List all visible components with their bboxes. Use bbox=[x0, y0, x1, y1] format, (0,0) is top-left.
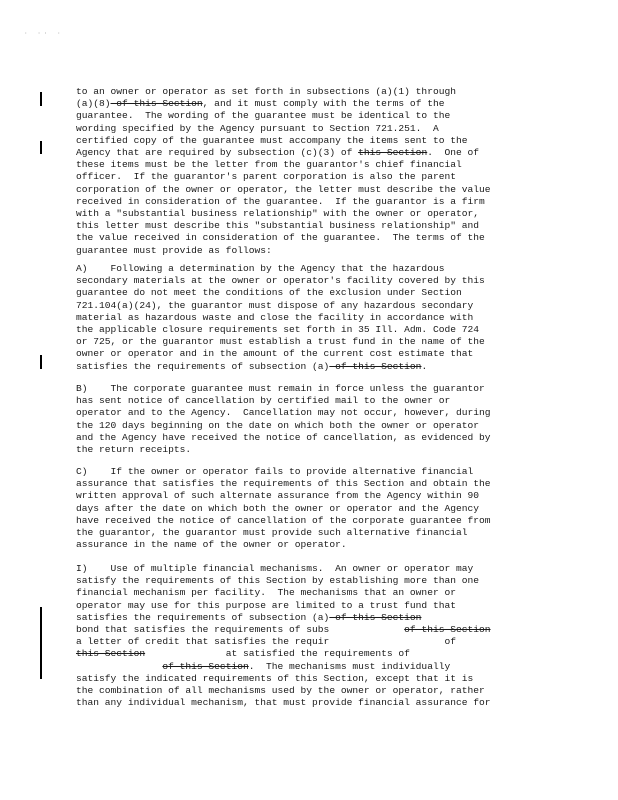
revision-bar bbox=[40, 355, 42, 369]
text-run: . bbox=[421, 360, 428, 372]
para-b-line bbox=[76, 407, 544, 419]
struck-text: of this Section bbox=[329, 360, 422, 372]
para-a-line bbox=[76, 312, 544, 324]
para-c-line bbox=[76, 515, 544, 527]
revision-bar bbox=[40, 92, 42, 106]
text-run: received in consideration of the guarantee. If the guarantor is a firm bbox=[76, 195, 485, 207]
struck-text: this Section bbox=[358, 147, 428, 158]
text-run: corporation of the owner or operator, the letter must describe the value bbox=[76, 183, 491, 195]
para-i-line bbox=[76, 697, 544, 709]
text-run: to an owner or operator as set forth in subsections (a)(1) through bbox=[76, 86, 456, 97]
text-run: written approval of such alternate assurance from the Agency within 90 bbox=[76, 490, 480, 502]
para-a-line bbox=[76, 361, 544, 373]
intro-line bbox=[76, 208, 544, 220]
text-run: assurance that satisfies the requirements of this Section and obtain the bbox=[76, 478, 491, 490]
para-a-line bbox=[76, 336, 544, 348]
para-i-line bbox=[76, 636, 544, 648]
text-run: or 725, or the guarantor must establish a trust fund in the name of the bbox=[76, 336, 485, 348]
text-run: I) Use of multiple financial mechanisms. An owner or operator may bbox=[76, 563, 474, 574]
scan-gap bbox=[329, 636, 444, 647]
text-run: material as hazardous waste and close the facility in accordance with bbox=[76, 311, 474, 323]
text-run: satisfies the requirements of subsection (a) bbox=[76, 360, 330, 372]
para-c-line bbox=[76, 478, 544, 490]
para-b-line bbox=[76, 444, 544, 456]
text-run: financial mechanism per facility. The mechanisms that an owner or bbox=[76, 587, 456, 599]
para-b-line bbox=[76, 432, 544, 444]
text-run: assurance in the name of the owner or operator. bbox=[76, 539, 347, 551]
text-run: C) If the owner or operator fails to provide alternative financial bbox=[76, 466, 474, 477]
text-run: owner or operator and in the amount of the current cost estimate that bbox=[76, 348, 474, 360]
text-run: 721.104(a)(24), the guarantor must dispose of any hazardous secondary bbox=[76, 299, 474, 311]
para-b-line bbox=[76, 420, 544, 432]
para-a-line bbox=[76, 275, 544, 287]
text-run: A) Following a determination by the Agency that the hazardous bbox=[76, 263, 445, 274]
text-run: and the Agency have received the notice of cancellation, as evidenced by bbox=[76, 431, 491, 443]
text-run: have received the notice of cancellation of the corporate guarantee from bbox=[76, 514, 491, 526]
intro-line bbox=[76, 159, 544, 171]
para-i-line bbox=[76, 612, 544, 624]
para-a-line bbox=[76, 263, 544, 275]
text-run: has sent notice of cancellation by certified mail to the owner or bbox=[76, 395, 451, 407]
scan-corner-mark: · ·· · bbox=[24, 30, 64, 37]
text-run: certified copy of the guarantee must accompany the items sent to the bbox=[76, 134, 468, 146]
text-run: the return receipts. bbox=[76, 444, 192, 455]
intro-line bbox=[76, 171, 544, 183]
para-i-line bbox=[76, 673, 544, 685]
text-run: , and it must comply with the terms of the bbox=[202, 98, 445, 110]
para-c-line bbox=[76, 503, 544, 515]
intro-line bbox=[76, 220, 544, 232]
para-a-line bbox=[76, 300, 544, 312]
text-run: wording specified by the Agency pursuant to Section 721.251. A bbox=[76, 122, 439, 134]
intro-line bbox=[76, 123, 544, 135]
intro-line bbox=[76, 135, 544, 147]
para-c-line bbox=[76, 490, 544, 502]
para-i-line bbox=[76, 587, 544, 599]
text-run: officer. If the guarantor's parent corporation is also the parent bbox=[76, 171, 456, 183]
para-i-line bbox=[76, 563, 544, 575]
para-i-line bbox=[76, 575, 544, 587]
para-c-line bbox=[76, 527, 544, 539]
intro-line bbox=[76, 147, 544, 159]
text-run: the guarantor, the guarantor must provide such alternative financial bbox=[76, 527, 468, 538]
para-a-line bbox=[76, 348, 544, 360]
text-run: satisfies the requirements of subsection (a) bbox=[76, 611, 330, 623]
text-run: satisfy the requirements of this Section by establishing more than one bbox=[76, 575, 480, 587]
struck-text: of this Section bbox=[162, 660, 249, 672]
text-run: these items must be the letter from the guarantor's chief financial bbox=[76, 159, 462, 171]
para-i-line bbox=[76, 600, 544, 612]
text-run: secondary materials at the owner or operator's facility covered by this bbox=[76, 275, 485, 287]
text-run: of bbox=[444, 636, 456, 648]
struck-text: of this Section bbox=[329, 611, 422, 623]
intro-line bbox=[76, 232, 544, 244]
struck-text: of this Section bbox=[110, 98, 203, 110]
intro-line bbox=[76, 98, 544, 110]
para-a-line bbox=[76, 324, 544, 336]
intro-line bbox=[76, 184, 544, 196]
text-run: the combination of all mechanisms used by the owner or operator, rather bbox=[76, 685, 485, 696]
para-i-line bbox=[76, 648, 544, 660]
para-c-line bbox=[76, 466, 544, 478]
text-run: (a)(8) bbox=[76, 98, 111, 110]
intro-line bbox=[76, 196, 544, 208]
text-run: a letter of credit that satisfies the requir bbox=[76, 636, 330, 648]
text-run: guarantee. The wording of the guarantee must be identical to the bbox=[76, 110, 451, 122]
text-run: operator may use for this purpose are limited to a trust fund that bbox=[76, 599, 456, 611]
scan-gap bbox=[329, 624, 404, 635]
para-i-line bbox=[76, 661, 544, 673]
para-i-line bbox=[76, 685, 544, 697]
para-b-line bbox=[76, 383, 544, 395]
text-run: at satisfied the requirements of bbox=[145, 648, 410, 660]
revision-bar bbox=[40, 141, 42, 154]
revision-bar bbox=[40, 607, 42, 679]
text-run: Agency that are required by subsection (c)(3) of bbox=[76, 147, 359, 158]
text-run: days after the date on which both the owner or operator and the Agency bbox=[76, 502, 480, 514]
text-run: this letter must describe this "substantial business relationship" and bbox=[76, 220, 480, 232]
text-run: guarantee must provide as follows: bbox=[76, 244, 272, 256]
intro-line bbox=[76, 245, 544, 257]
text-run: guarantee do not meet the conditions of the exclusion under Section bbox=[76, 287, 462, 299]
text-run: the value received in consideration of the guarantee. The terms of the bbox=[76, 232, 485, 244]
text-run: B) The corporate guarantee must remain in force unless the guarantor bbox=[76, 383, 485, 394]
intro-line bbox=[76, 110, 544, 122]
para-a-line bbox=[76, 287, 544, 299]
intro-line bbox=[76, 86, 544, 98]
para-c-line bbox=[76, 539, 544, 551]
text-run: with a "substantial business relationship" with the owner or operator, bbox=[76, 208, 480, 219]
struck-text: of this Section bbox=[404, 624, 491, 635]
text-run: operator and to the Agency. Cancellation may not occur, however, during bbox=[76, 407, 491, 419]
text-run: satisfy the indicated requirements of this Section, except that it is bbox=[76, 672, 474, 684]
para-b-line bbox=[76, 395, 544, 407]
text-run: bond that satisfies the requirements of subs bbox=[76, 624, 330, 635]
struck-text: this Section bbox=[76, 648, 146, 660]
text-run: . One of bbox=[427, 147, 480, 158]
text-run: the applicable closure requirements set forth in 35 Ill. Adm. Code 724 bbox=[76, 324, 480, 335]
text-run: than any individual mechanism, that must provide financial assurance for bbox=[76, 697, 491, 709]
text-run bbox=[76, 661, 162, 672]
text-run: . The mechanisms must individually bbox=[248, 660, 451, 672]
text-run: the 120 days beginning on the date on which both the owner or operator bbox=[76, 419, 480, 431]
para-i-line bbox=[76, 624, 544, 636]
